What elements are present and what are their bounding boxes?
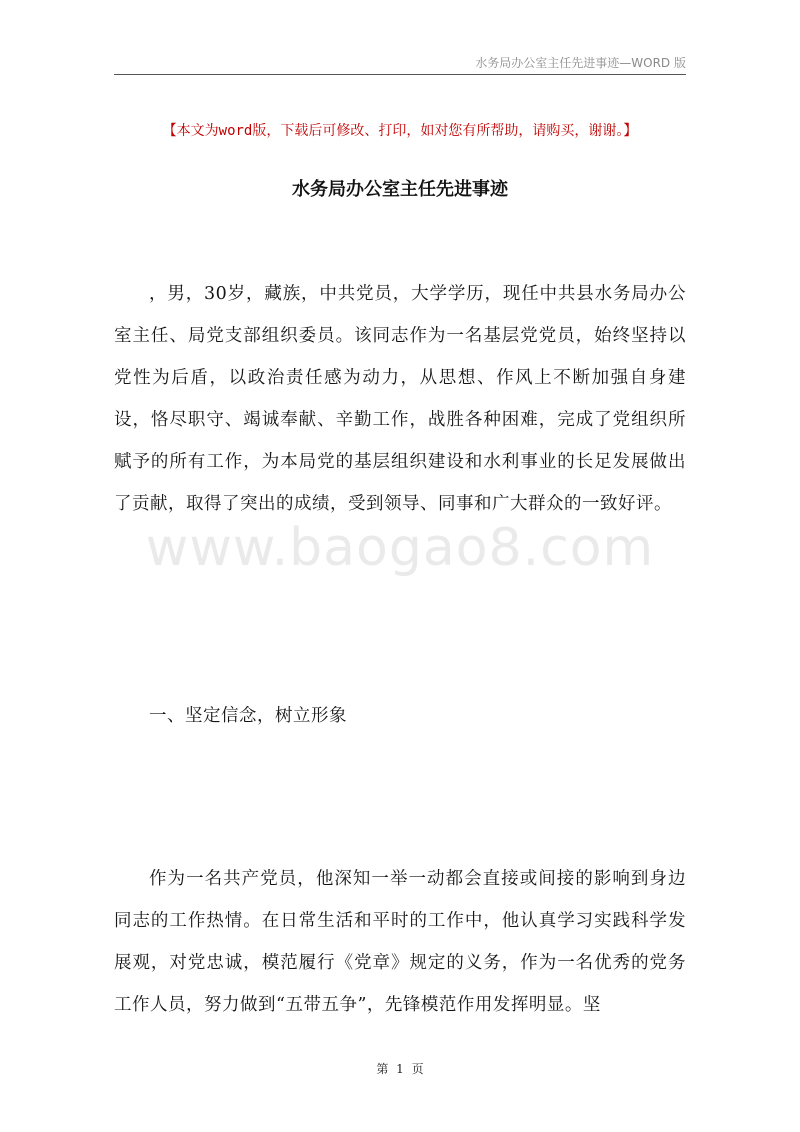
page-footer bbox=[0, 1060, 800, 1077]
header-divider bbox=[114, 74, 686, 75]
download-notice: 【本文为word版，下载后可修改、打印，如对您有所帮助，请购买，谢谢。】 bbox=[162, 123, 638, 139]
page-label-prefix: 第 bbox=[376, 1062, 389, 1076]
section-heading: 一、坚定信念，树立形象 bbox=[149, 706, 347, 726]
page-label-suffix: 页 bbox=[411, 1062, 424, 1076]
document-title: 水务局办公室主任先进事迹 bbox=[292, 179, 508, 200]
body-paragraph-intro: ，男，30岁，藏族，中共党员，大学学历，现任中共县水务局办公室主任、局党支部组织委员。该同志作为一名基层党党员，始终坚持以党性为后盾，以政治责任感为动力，从思想、作风上不断加强自身建设，恪尽职守、竭诚奉献、辛勤工作，战胜各种困难，完成了党组织所赋予的所有工作，为本局党的基层组织建设和水利事业的长足发展做出了贡献，取得了突出的成绩，受到领导、同事和广大群众的一致好评。 bbox=[114, 284, 686, 514]
page-number: 1 bbox=[396, 1062, 404, 1076]
watermark: www.baogao8.com bbox=[145, 518, 655, 578]
body-paragraph-section-one: 作为一名共产党员，他深知一举一动都会直接或间接的影响到身边同志的工作热情。在日常生活和平时的工作中，他认真学习实践科学发展观，对党忠诚，模范履行《党章》规定的义务，作为一名优秀的党务工作人员，努力做到“五带五争”，先锋模范作用发挥明显。坚 bbox=[114, 869, 686, 1015]
running-header: 水务局办公室主任先进事迹—WORD 版 bbox=[475, 56, 686, 70]
